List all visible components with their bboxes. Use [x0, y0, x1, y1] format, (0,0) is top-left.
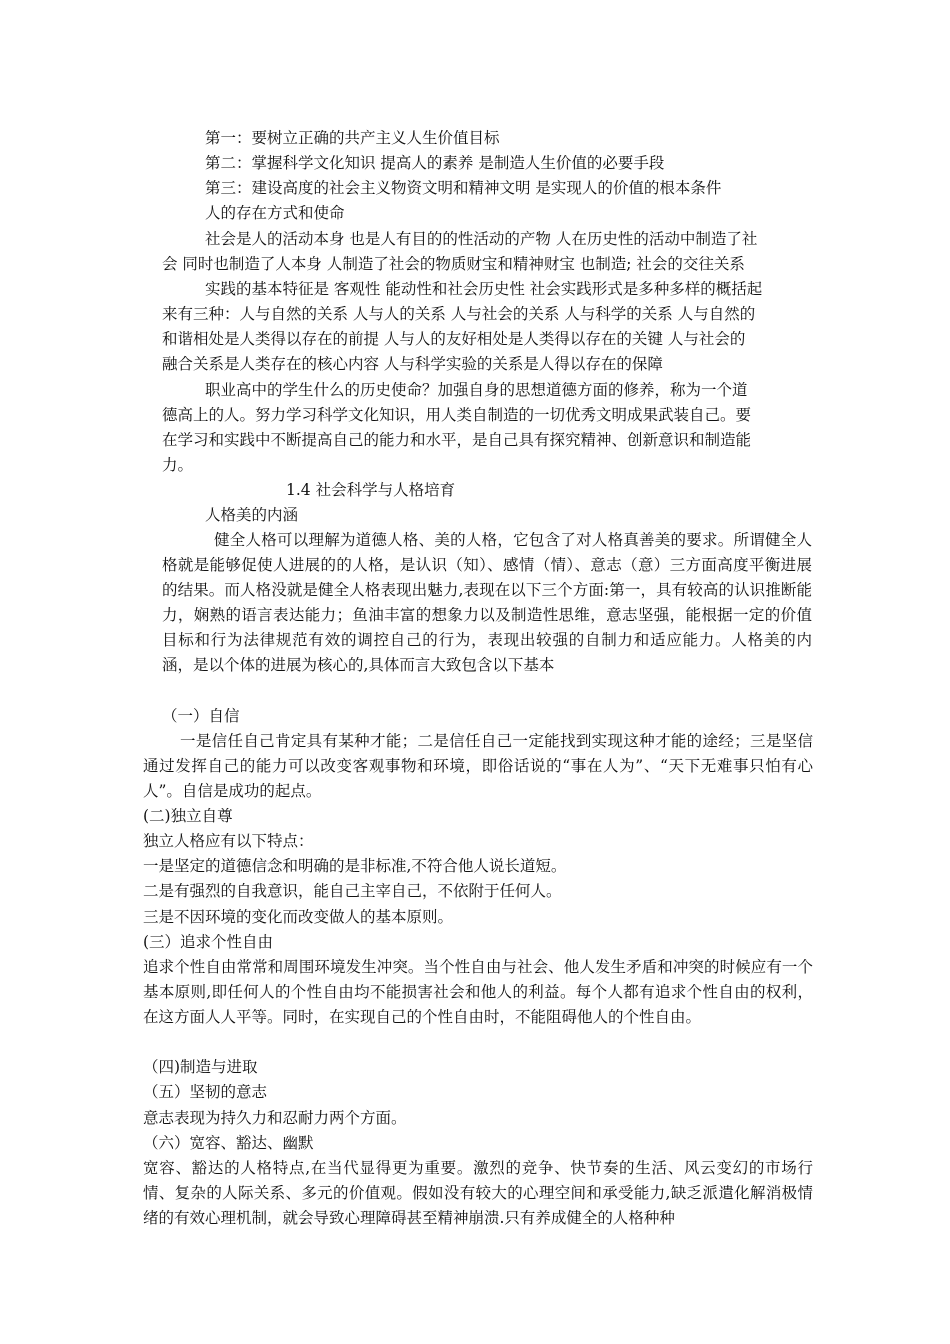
- freedom-paragraph-block: [143, 955, 813, 1030]
- independence-point-2: 二是有强烈的自我意识，能自己主宰自己，不依附于任何人。: [143, 882, 562, 900]
- section-title: 1.4 社会科学与人格培育: [286, 481, 456, 499]
- goal-third-line: 第三：建设高度的社会主义物资文明和精神文明 是实现人的价值的根本条件: [205, 179, 722, 197]
- society-line-2: 会 同时也制造了人本身 人制造了社会的物质财宝和精神财宝 也制造; 社会的交往关系: [162, 255, 745, 273]
- existence-heading: 人的存在方式和使命: [205, 204, 345, 222]
- creation-heading: （四)制造与进取: [143, 1058, 258, 1076]
- mission-line-3: 在学习和实践中不断提高自己的能力和水平，是自己具有探究精神、创新意识和制造能: [162, 431, 752, 449]
- independence-point-1: 一是坚定的道德信念和明确的是非标准,不符合他人说长道短。: [143, 857, 567, 875]
- will-line: 意志表现为持久力和忍耐力两个方面。: [143, 1109, 407, 1127]
- independence-heading: (二)独立自尊: [143, 807, 233, 825]
- mission-line-1: 职业高中的学生什么的历史使命？加强自身的思想道德方面的修养，称为一个道: [205, 381, 748, 399]
- beauty-heading: 人格美的内涵: [205, 506, 299, 524]
- freedom-heading: (三）追求个性自由: [143, 933, 274, 951]
- will-heading: （五）坚韧的意志: [143, 1083, 268, 1101]
- beauty-paragraph: 健全人格可以理解为道德人格、美的人格，它包含了对人格真善美的要求。所谓健全人格就是能够促使人进展的的人格，是认识（知）、感情（情）、意志（意）三方面高度平衡进展的结果。而人格没就是健全人格表现出魅力,表现在以下三个方面:第一，具有较高的认识推断能力，娴熟的语言表达能力；鱼油丰富的想象力以及制造性思维，意志坚强，能根据一定的价值目标和行为法律规范有效的调控自己的行为，表现出较强的自制力和适应能力。人格美的内涵，是以个体的进展为核心的,具体而言大致包含以下基本: [162, 531, 812, 674]
- mission-line-4: 力。: [162, 456, 194, 474]
- tolerance-paragraph: 宽容、豁达的人格特点,在当代显得更为重要。激烈的竞争、快节奏的生活、风云变幻的市场行情、复杂的人际关系、多元的价值观。假如没有较大的心理空间和承受能力,缺乏派遣化解消极情绪的有效心理机制，就会导致心理障碍甚至精神崩溃.只有养成健全的人格种种: [143, 1159, 813, 1227]
- goal-second-line: 第二：掌握科学文化知识 提高人的素养 是制造人生价值的必要手段: [205, 154, 665, 172]
- practice-line-1: 实践的基本特征是 客观性 能动性和社会历史性 社会实践形式是多种多样的概括起: [205, 280, 763, 298]
- independence-intro: 独立人格应有以下特点：: [143, 832, 314, 850]
- practice-line-2: 来有三种：人与自然的关系 人与人的关系 人与社会的关系 人与科学的关系 人与自然的: [162, 305, 756, 323]
- tolerance-heading: （六）宽容、豁达、幽默: [143, 1134, 314, 1152]
- confidence-paragraph-block: [143, 729, 813, 804]
- independence-point-3: 三是不因环境的变化而改变做人的基本原则。: [143, 908, 454, 926]
- confidence-heading: （一）自信: [162, 707, 240, 725]
- tolerance-paragraph-block: [143, 1156, 813, 1231]
- practice-line-3: 和谐相处是人类得以存在的前提 人与人的友好相处是人类得以存在的关键 人与社会的: [162, 330, 746, 348]
- freedom-paragraph: 追求个性自由常常和周围环境发生冲突。当个性自由与社会、他人发生矛盾和冲突的时候应有一个基本原则,即任何人的个性自由均不能损害社会和他人的利益。每个人都有追求个性自由的权利，在这方面人人平等。同时，在实现自己的个性自由时，不能阻碍他人的个性自由。: [143, 958, 813, 1026]
- confidence-paragraph: 一是信任自己肯定具有某种才能；二是信任自己一定能找到实现这种才能的途经；三是坚信通过发挥自己的能力可以改变客观事物和环境，即俗话说的“事在人为”、“天下无难事只怕有心人”。自信是成功的起点。: [143, 732, 813, 800]
- beauty-paragraph-block: [162, 528, 812, 678]
- mission-line-2: 德高上的人。努力学习科学文化知识，用人类自制造的一切优秀文明成果武装自己。要: [162, 406, 752, 424]
- practice-line-4: 融合关系是人类存在的核心内容 人与科学实验的关系是人得以存在的保障: [162, 355, 663, 373]
- society-line-1: 社会是人的活动本身 也是人有目的的性活动的产物 人在历史性的活动中制造了社: [205, 230, 758, 248]
- goal-first-line: 第一：要树立正确的共产主义人生价值目标: [205, 129, 500, 147]
